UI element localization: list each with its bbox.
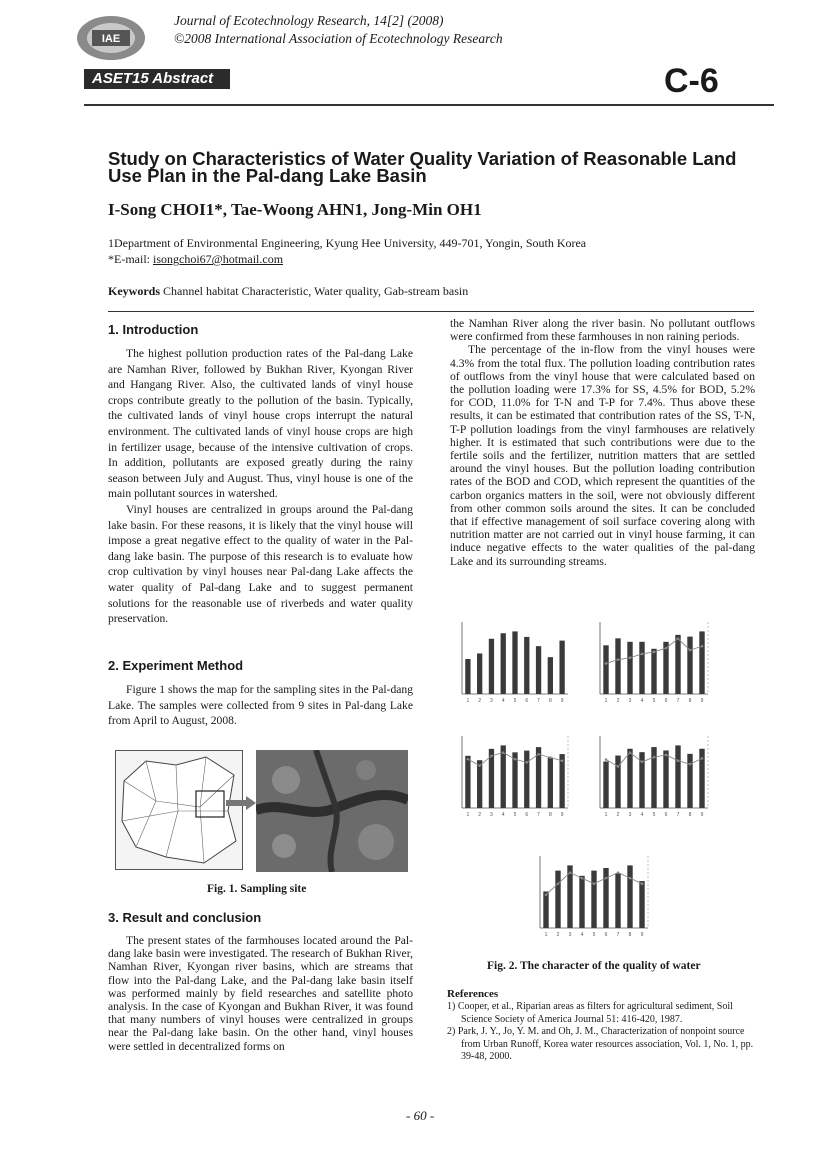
keywords-label: Keywords	[108, 284, 160, 298]
tick-label: 6	[664, 812, 668, 818]
chart-bar	[579, 876, 584, 928]
tick-label: 9	[560, 698, 564, 704]
keywords-line	[108, 284, 468, 299]
chart-bar	[627, 865, 632, 928]
line-point	[641, 653, 644, 656]
tick-label: 7	[616, 932, 620, 938]
chart-bar	[687, 637, 692, 694]
tick-label: 8	[548, 812, 552, 818]
tick-label: 6	[664, 698, 668, 704]
chart-bar	[591, 871, 596, 928]
line-point	[557, 882, 560, 885]
tick-label: 7	[537, 812, 540, 818]
reference-item: 1) Cooper, et al., Riparian areas as filters for agricultural sediment, Soil Science Society of America Journal 51: 416-420, 1987.	[447, 1001, 733, 1025]
tick-label: 9	[560, 812, 564, 818]
paragraph: the Namhan River along the river basin. No pollutant outflows were confirmed from these farmhouses in non raining periods.	[450, 317, 755, 344]
paper-authors: I-Song CHOI1*, Tae-Woong AHN1, Jong-Min OH1	[108, 200, 482, 219]
tick-label: 3	[628, 698, 632, 704]
tick-label: 2	[478, 698, 482, 704]
chart-bar	[651, 649, 656, 694]
chart-bar	[639, 881, 644, 928]
line-point	[653, 756, 656, 759]
tick-label: 8	[548, 698, 552, 704]
paper-title: Study on Characteristics of Water Quality Variation of Reasonable Land Use Plan in the Pal-dang Lake Basin	[108, 148, 737, 186]
section-heading: 3. Result and conclusion	[108, 910, 262, 925]
tick-label: 5	[513, 812, 517, 818]
satellite-photo	[256, 750, 408, 872]
tick-label: 2	[616, 812, 620, 818]
section-introduction	[108, 322, 413, 627]
tick-label: 7	[537, 698, 540, 704]
chart-bar	[465, 659, 470, 694]
line-point	[545, 893, 548, 896]
line-point	[701, 757, 704, 760]
line-point	[689, 649, 692, 652]
tick-label: 5	[592, 932, 596, 938]
tick-label: 2	[478, 812, 482, 818]
section-results	[108, 910, 413, 1053]
chart-bar	[663, 750, 668, 808]
tick-label: 6	[525, 812, 529, 818]
line-point	[629, 877, 632, 880]
line-point	[665, 647, 668, 650]
line-point	[629, 656, 632, 659]
paragraph: The highest pollution production rates of the Pal-dang Lake are Namhan River, followed by Bukhan River, Kyongan River and Hangang River. Also, the cultivated lands of vinyl house crops contribute greatly to the pollution of the basin. Typically, the cultivated lands of vinyl house crops interrupt the natural environment. The cultivated lands of vinyl house crops are high in fertilizer usage, because of the intensive cultivation of crops. In addition, pollutants are exposed greatly during the rainy season between July and August. Thus, vinyl house is one of the main pollutant sources in watershed.	[108, 347, 413, 501]
figure-1-caption: Fig. 1. Sampling site	[207, 883, 307, 895]
chart-bar	[627, 749, 632, 808]
chart-bar	[603, 761, 608, 808]
journal-logo	[76, 14, 146, 62]
figure-2-caption: Fig. 2. The character of the quality of water	[487, 960, 701, 972]
line-point	[561, 759, 564, 762]
chart-bar	[501, 745, 506, 808]
tick-label: 8	[688, 812, 692, 818]
line-point	[514, 758, 517, 761]
tick-label: 1	[466, 698, 470, 704]
chart-bar	[477, 760, 482, 808]
email-link[interactable]: isongchoi67@hotmail.com	[153, 252, 284, 266]
affiliation: 1Department of Environmental Engineering, Kyung Hee University, 449-701, Yongin, South Korea	[108, 236, 587, 250]
paragraph: The present states of the farmhouses located around the Pal-dang lake basin were investigated. The research of Bukhan River, Namhan River, Kyongan river basins, which are streams that flow into the Pal-dang Lake, and the Pal-dang lake basin itself was performed mainly by field researches and satellite photo analysis. In the case of Kyongan and Bukhan River, it was found that many numbers of vinyl houses were centralized in groups near the Pal-dang lake basin. On the other hand, vinyl houses were settled in decentralized forms on	[108, 934, 413, 1053]
journal-copyright: ©2008 International Association of Ecotechnology Research	[174, 31, 503, 46]
line-point	[605, 877, 608, 880]
tick-label: 3	[628, 812, 632, 818]
chart-bar	[555, 871, 560, 928]
line-point	[617, 658, 620, 661]
chart-bar	[524, 637, 529, 694]
chart-bar	[536, 646, 541, 694]
tick-label: 2	[556, 932, 560, 938]
tick-label: 4	[640, 698, 644, 704]
abstract-label: ASET15 Abstract	[84, 69, 230, 89]
references-list	[447, 1001, 757, 1064]
line-point	[665, 754, 668, 757]
chart-bar	[501, 633, 506, 694]
line-point	[467, 758, 470, 761]
chart-bar	[663, 642, 668, 694]
line-point	[525, 761, 528, 764]
tick-label: 9	[700, 698, 704, 704]
tick-label: 1	[466, 812, 470, 818]
tick-label: 4	[640, 812, 644, 818]
tick-label: 5	[652, 698, 656, 704]
line-point	[502, 751, 505, 754]
tick-label: 1	[604, 812, 608, 818]
tick-label: 4	[501, 698, 505, 704]
line-point	[617, 765, 620, 768]
line-point	[677, 637, 680, 640]
chart-bar	[477, 653, 482, 694]
chart-bar	[615, 756, 620, 808]
line-point	[569, 871, 572, 874]
line-point	[537, 753, 540, 756]
chart-bar	[543, 891, 548, 928]
paragraph: Figure 1 shows the map for the sampling sites in the Pal-dang Lake. The samples were collected from 9 sites in Pal-dang Lake from April to August, 2008.	[108, 683, 413, 728]
sampling-site-map	[115, 750, 243, 870]
tick-label: 9	[640, 932, 644, 938]
line-point	[478, 764, 481, 767]
header-divider	[84, 104, 774, 106]
line-point	[641, 761, 644, 764]
chart-bar	[524, 751, 529, 808]
tick-label: 7	[676, 698, 680, 704]
tick-label: 6	[604, 932, 608, 938]
line-point	[490, 755, 493, 758]
paragraph: Vinyl houses are centralized in groups around the Pal-dang lake basin. For these reasons, it is likely that the vinyl house will impose a great negative effect to the quality of water in the Pal-dang lake basin. The purpose of this research is to evaluate how crop cultivation by vinyl houses near Pal-dang Lake affects the water quality of Pal-dang Lake and to suggest permanent solutions for the reasonable use of riverbeds and water quality preservation.	[108, 502, 413, 626]
tick-label: 7	[676, 812, 680, 818]
tick-label: 4	[501, 812, 505, 818]
chart-bar	[512, 631, 517, 694]
chart-bar	[603, 645, 608, 694]
tick-label: 3	[490, 812, 493, 818]
journal-citation: Journal of Ecotechnology Research, 14[2] (2008)	[174, 13, 444, 28]
water-quality-chart-3	[450, 722, 578, 822]
chart-bar	[548, 758, 553, 808]
tick-label: 2	[616, 698, 620, 704]
line-point	[641, 882, 644, 885]
tick-label: 3	[490, 698, 493, 704]
water-quality-chart-5	[528, 842, 658, 942]
results-continued	[450, 317, 755, 568]
line-point	[653, 651, 656, 654]
chart-bar	[559, 641, 564, 694]
chart-bar	[687, 754, 692, 808]
tick-label: 1	[544, 932, 548, 938]
chart-bar	[615, 873, 620, 928]
chart-bar	[559, 754, 564, 808]
line-point	[629, 751, 632, 754]
tick-label: 9	[700, 812, 704, 818]
keywords-value: Channel habitat Characteristic, Water quality, Gab-stream basin	[160, 284, 469, 298]
line-point	[677, 759, 680, 762]
affiliation-block	[108, 235, 586, 267]
chart-bar	[639, 642, 644, 694]
tick-label: 8	[688, 698, 692, 704]
page-number: - 60 -	[406, 1108, 435, 1123]
line-point	[617, 871, 620, 874]
line-point	[605, 662, 608, 665]
section-method	[108, 658, 413, 729]
line-point	[593, 882, 596, 885]
section-heading: 1. Introduction	[108, 322, 199, 337]
tick-label: 1	[604, 698, 608, 704]
water-quality-chart-1	[450, 608, 578, 708]
line-point	[701, 645, 704, 648]
tick-label: 5	[652, 812, 656, 818]
chart-bar	[536, 747, 541, 808]
arrow-right-icon	[226, 796, 256, 815]
chart-bar	[615, 638, 620, 694]
chart-bar	[675, 745, 680, 808]
chart-bar	[699, 631, 704, 694]
chart-bar	[627, 642, 632, 694]
paragraph: The percentage of the in-flow from the vinyl houses were 4.3% from the total flux. The pollution loading contribution rates of outflows from the vinyl house that were calculated based on the pollution loading were 17.3% for SS, 4.5% for BOD, 5.2% for COD, 11.0% for T-N and T-P for 7.4%. Thus above these results, it can be estimated that contribution rates of the SS, T-N, T-P pollution loadings from the vinyl farmhouses are relatively higher. It is estimated that such contributions were due to the fertile soils and the fertilizer, nutrition matters that are settled around the vinyl houses. But the pollution loading contribution rates of the BOD and COD, which represent the quantities of the carbon organics matters in the soil, were not obviously different from other common soils around the sites. It can be concluded that if effective management of soil surface covering along with nutrition matter are not carried out in vinyl house farming, it can induce negative effects to the water qualities of the pal-dang Lake and its surrounding streams.	[450, 343, 755, 568]
chart-bar	[512, 752, 517, 808]
abstract-code: C-6	[664, 62, 719, 100]
chart-bar	[675, 635, 680, 694]
references-heading: References	[447, 988, 499, 1000]
email-line: *E-mail: isongchoi67@hotmail.com	[108, 252, 284, 266]
chart-bar	[465, 756, 470, 808]
reference-item: 2) Park, J. Y., Jo, Y. M. and Oh, J. M., Characterization of nonpoint source from Urban Runoff, Korea water resources association, Vol. 1, No. 1, pp. 39-48, 2000.	[447, 1026, 754, 1063]
journal-info	[174, 12, 503, 48]
line-point	[581, 877, 584, 880]
chart-bar	[489, 639, 494, 694]
line-point	[549, 756, 552, 759]
tick-label: 6	[525, 698, 529, 704]
line-point	[689, 763, 692, 766]
tick-label: 4	[580, 932, 584, 938]
water-quality-chart-4	[588, 722, 718, 822]
tick-label: 8	[628, 932, 632, 938]
line-point	[605, 758, 608, 761]
title-divider	[108, 311, 754, 312]
section-heading: 2. Experiment Method	[108, 658, 244, 673]
chart-bar	[548, 657, 553, 694]
water-quality-chart-2	[588, 608, 718, 708]
tick-label: 5	[513, 698, 517, 704]
tick-label: 3	[568, 932, 572, 938]
svg-text:IAE: IAE	[101, 33, 121, 45]
